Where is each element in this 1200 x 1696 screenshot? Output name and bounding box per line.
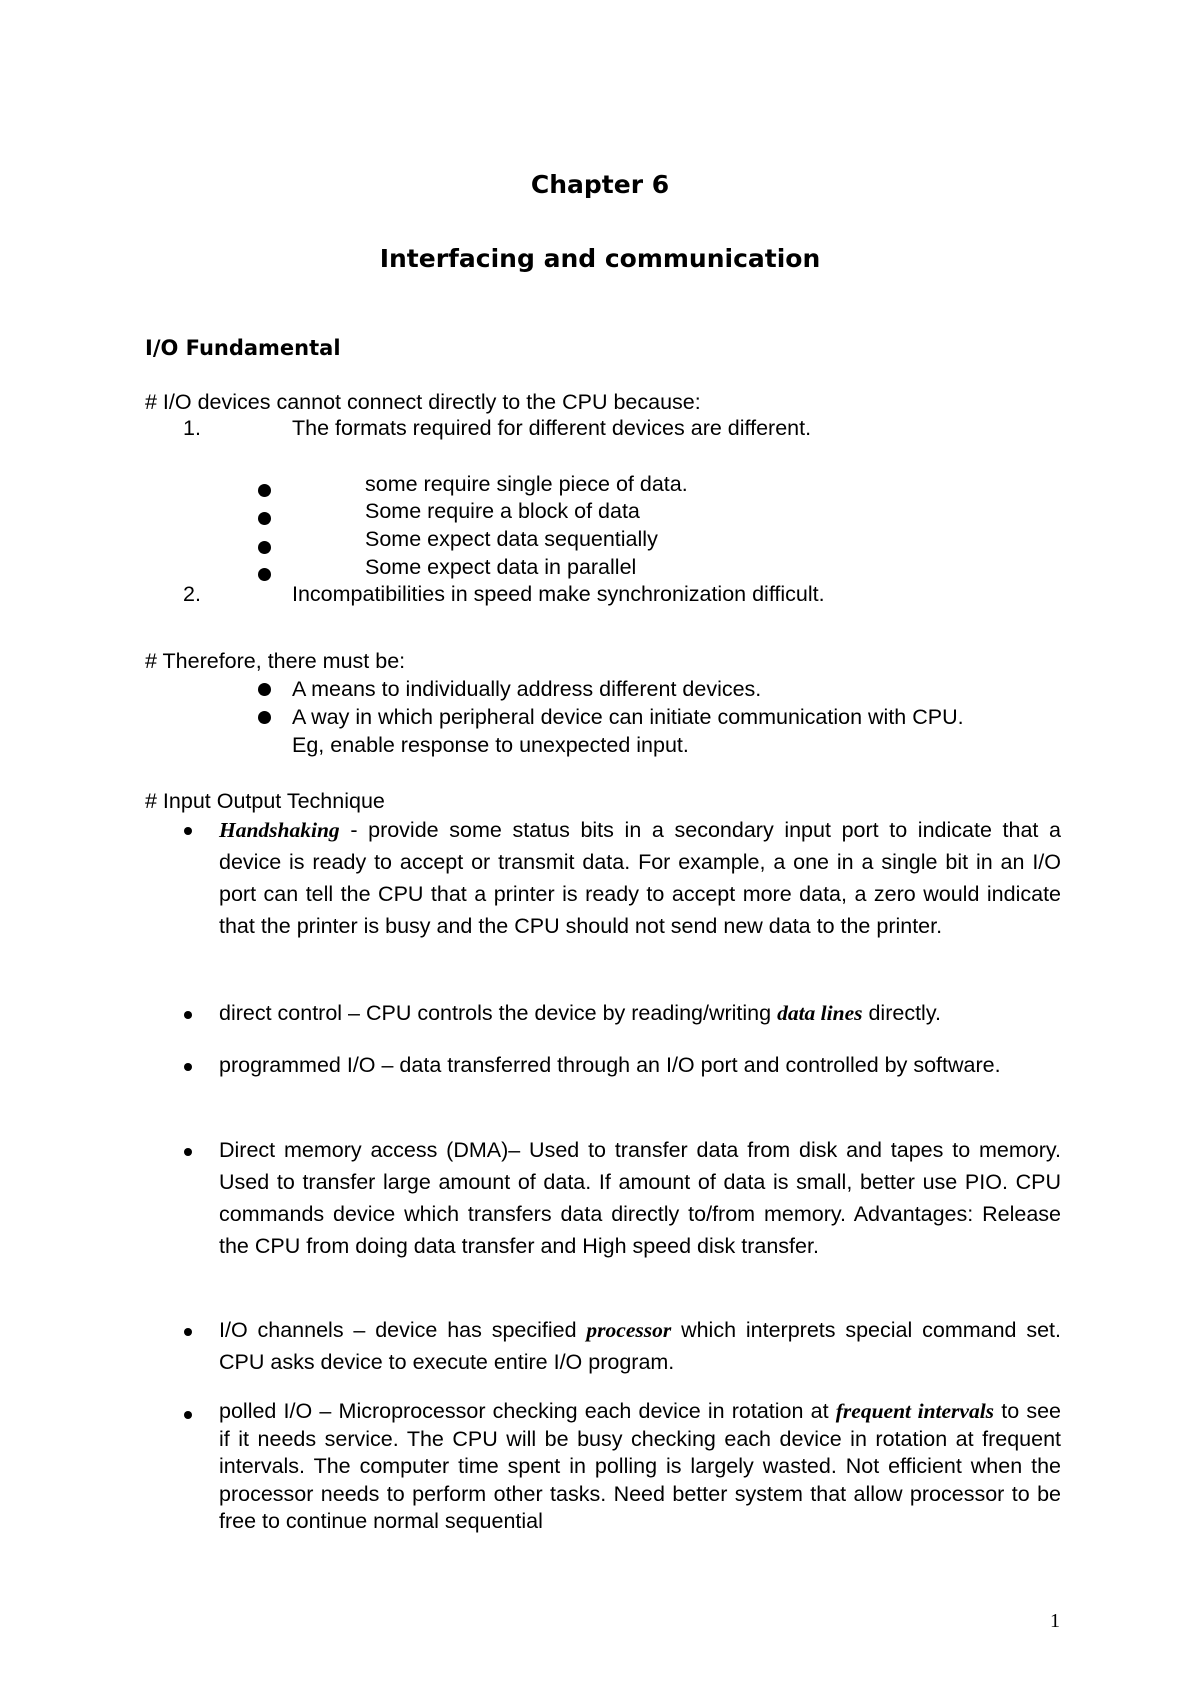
term-data-lines: data lines <box>777 1001 863 1025</box>
bullet-icon <box>258 683 271 696</box>
techniques-lead: # Input Output Technique <box>145 789 385 813</box>
technique-programmed-io: programmed I/O – data transferred through an I/O port and controlled by software. <box>219 1053 1001 1077</box>
technique-dma: Direct memory access (DMA)– Used to transfer data from disk and tapes to memory. Used to transfer large amount of data. If amount of data is small, better use PIO. CPU commands device which transfers data directly to/from memory. Advantages: Release the CPU from doing data transfer and High speed disk transfer. <box>219 1138 1061 1258</box>
list-number-2: 2. <box>183 582 201 606</box>
section-heading: I/O Fundamental <box>145 336 341 360</box>
list-item-2: Incompatibilities in speed make synchronization difficult. <box>292 582 825 606</box>
sub-list-item: Some require a block of data <box>365 499 640 523</box>
technique-direct-control: direct control – CPU controls the device by reading/writing data lines directly. <box>219 1001 941 1025</box>
bullet-icon <box>184 1063 192 1071</box>
term-processor: processor <box>586 1318 672 1342</box>
sub-list-item: Some expect data in parallel <box>365 555 637 579</box>
therefore-lead: # Therefore, there must be: <box>145 649 406 673</box>
bullet-icon <box>258 711 271 724</box>
technique-polled-io: polled I/O – Microprocessor checking each device in rotation at frequent intervals to see if it needs service. The CPU will be busy checking each device in rotation at frequent intervals. The computer time spent in polling is largely wasted. Not efficient when the processor needs to perform other tasks. Need better system that allow processor to be free to continue normal sequential <box>219 1399 1062 1533</box>
bullet-icon <box>258 568 271 581</box>
bullet-icon <box>184 1411 192 1419</box>
bullet-icon <box>184 1011 192 1019</box>
technique-handshaking: Handshaking - provide some status bits in a secondary input port to indicate that a device is ready to accept or transmit data. For example, a one in a single bit in an I/O port can tell the CPU that a printer is ready to accept more data, a zero would indicate that the printer is busy and the CPU should not send new data to the printer. <box>219 818 1061 938</box>
bullet-icon <box>258 512 271 525</box>
chapter-title: Interfacing and communication <box>379 244 821 273</box>
therefore-bullet-1: A means to individually address different devices. <box>292 677 762 701</box>
bullet-icon <box>258 541 271 554</box>
page-number: 1 <box>1050 1610 1060 1632</box>
bullet-icon <box>184 1148 192 1156</box>
therefore-bullet-2-cont: Eg, enable response to unexpected input. <box>292 733 689 757</box>
sub-list-item: Some expect data sequentially <box>365 527 658 551</box>
intro-lead: # I/O devices cannot connect directly to the CPU because: <box>145 390 701 414</box>
therefore-bullet-2: A way in which peripheral device can initiate communication with CPU. <box>292 705 964 729</box>
term-frequent-intervals: frequent intervals <box>835 1399 995 1423</box>
technique-io-channels: I/O channels – device has specified processor which interprets special command set. CPU asks device to execute entire I/O program. <box>219 1318 1062 1374</box>
sub-list-item: some require single piece of data. <box>365 472 688 496</box>
bullet-icon <box>258 484 271 497</box>
bullet-icon <box>184 827 192 835</box>
list-item-1: The formats required for different devices are different. <box>292 416 812 440</box>
bullet-icon <box>184 1328 192 1336</box>
list-number-1: 1. <box>183 416 201 440</box>
term-handshaking: Handshaking <box>219 818 340 842</box>
chapter-label: Chapter 6 <box>530 170 670 199</box>
